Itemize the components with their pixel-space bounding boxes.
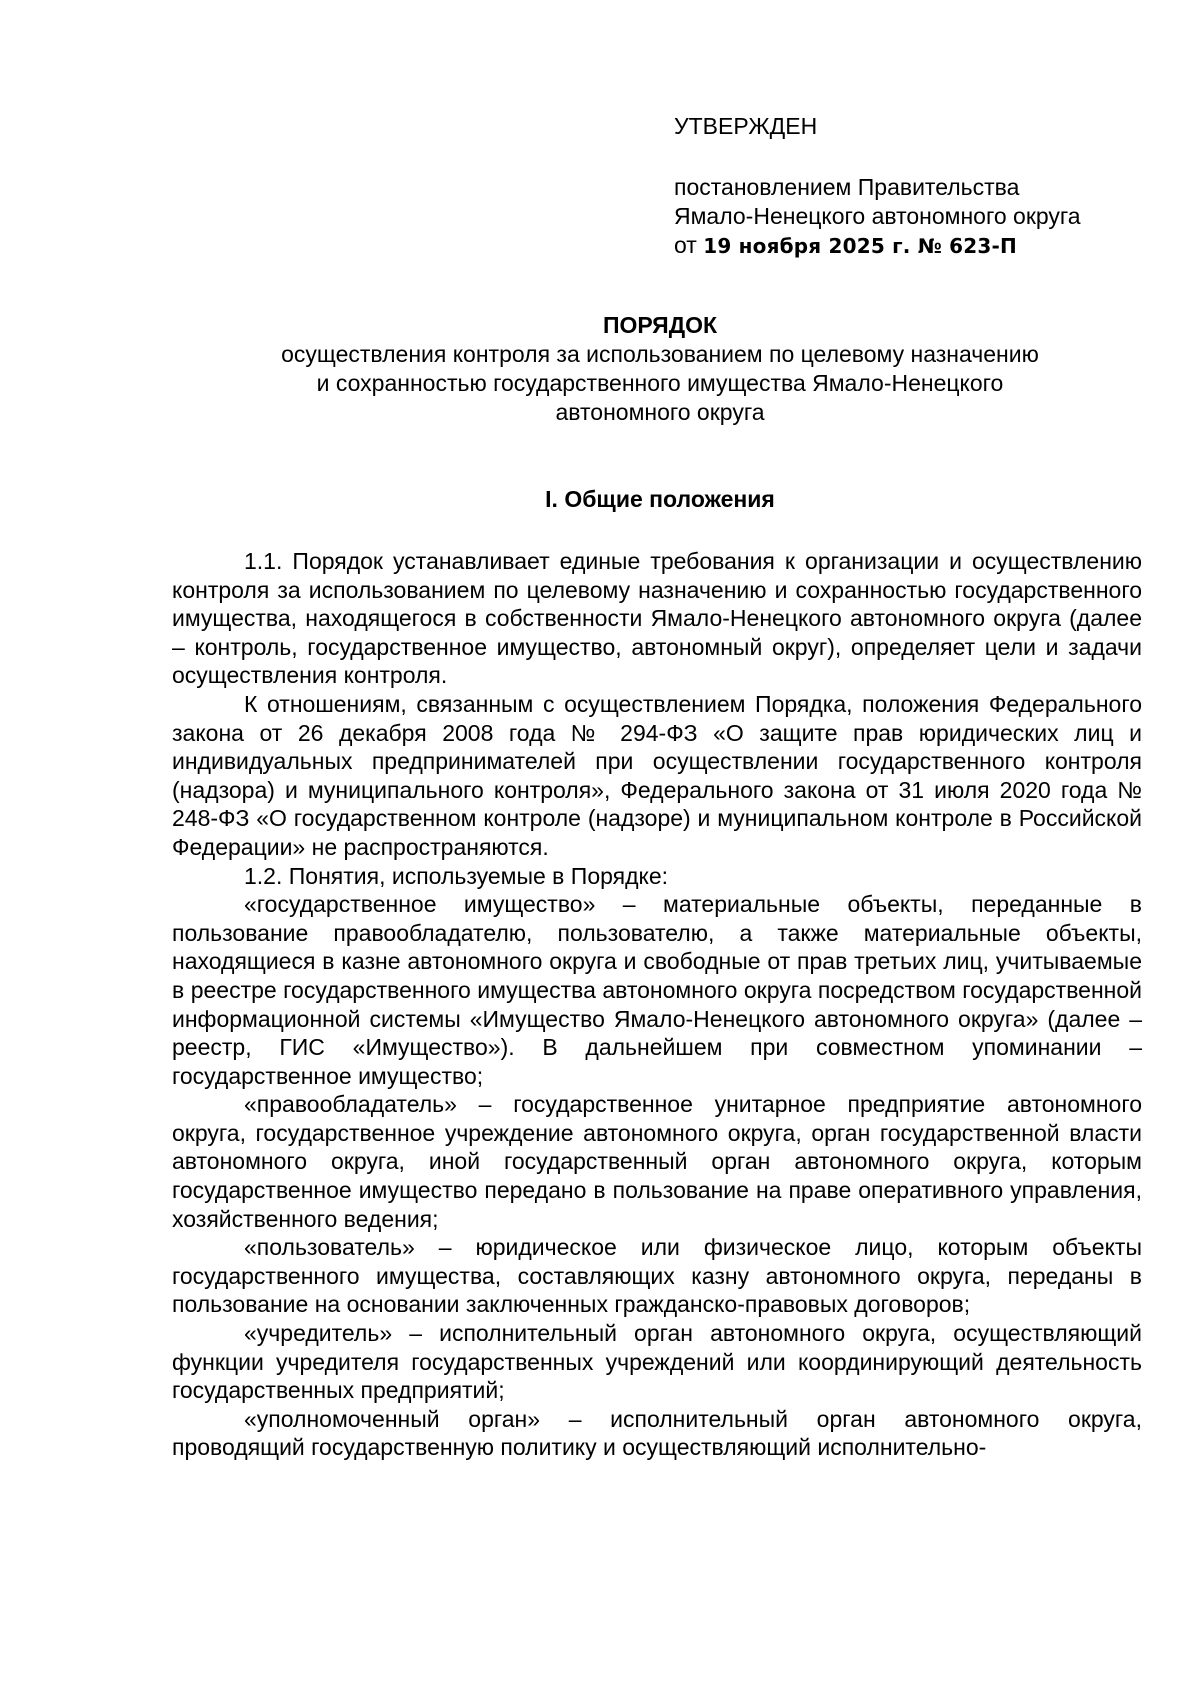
document-subtitle-line-1: осуществления контроля за использованием по целевому назначению (281, 341, 1039, 367)
approval-stamp (674, 112, 1174, 261)
approval-government-line: Ямало-Ненецкого автономного округа (674, 203, 1081, 229)
definition-user: «пользователь» – юридическое или физическое лицо, которым объекты государственного имущества, составляющих казну автономного округа, переданы в пользование на основании заключенных гражданско-правовых договоров; (172, 1234, 1142, 1318)
approval-date-line (674, 231, 1174, 261)
paragraph-1-1: 1.1. Порядок устанавливает единые требования к организации и осуществлению контроля за использованием по целевому назначению и сохранностью государственного имущества, находящегося в собственности Ямало-Ненецкого автономного округа (далее – контроль, государственное имущество, автономный округ), определяет цели и задачи осуществления контроля. (172, 548, 1142, 689)
definition-right-holder: «правообладатель» – государственное унитарное предприятие автономного округа, государственное учреждение автономного округа, орган государственной власти автономного округа, иной государственный орган автономного округа, которым государственное имущество передано в пользование на праве оперативного управления, хозяйственного ведения; (172, 1091, 1142, 1232)
document-subtitle-line-3: автономного округа (555, 399, 765, 425)
approval-resolution-line: постановлением Правительства (674, 174, 1020, 200)
document-body (172, 547, 1142, 1462)
document-title-block (160, 311, 1160, 427)
definition-authorized-body: «уполномоченный орган» – исполнительный орган автономного округа, проводящий государственную политику и осуществляющий исполнительно- (172, 1405, 1142, 1461)
document-title: ПОРЯДОК (602, 312, 718, 338)
paragraph-exclusion: К отношениям, связанным с осуществлением Порядка, положения Федерального закона от 26 декабря 2008 года № 294-ФЗ «О защите прав юридических лиц и индивидуальных предпринимателей при осуществлении государственного контроля (надзора) и муниципального контроля», Федерального закона от 31 июля 2020 года № 248-ФЗ «О государственном контроле (надзоре) и муниципальном контроле в Российской Федерации» не распространяются. (172, 690, 1142, 860)
approval-date-prefix: от (674, 232, 704, 258)
section-heading: I. Общие положения (545, 486, 775, 512)
paragraph-1-2: 1.2. Понятия, используемые в Порядке: (244, 862, 669, 889)
approval-date-number: 19 ноября 2025 г. № 623-П (703, 234, 1017, 258)
approval-title: УТВЕРЖДЕН (674, 113, 818, 139)
document-subtitle-line-2: и сохранностью государственного имущества Ямало-Ненецкого (316, 370, 1004, 396)
definition-state-property: «государственное имущество» – материальные объекты, переданные в пользование правообладателю, пользователю, а также материальные объекты, находящиеся в казне автономного округа и свободные от прав третьих лиц, учитываемые в реестре государственного имущества автономного округа посредством государственной информационной системы «Имущество Ямало-Ненецкого автономного округа» (далее – реестр, ГИС «Имущество»). В дальнейшем при совместном упоминании – государственное имущество; (172, 891, 1142, 1089)
definition-founder: «учредитель» – исполнительный орган автономного округа, осуществляющий функции учредителя государственных учреждений или координирующий деятельность государственных предприятий; (172, 1320, 1142, 1404)
